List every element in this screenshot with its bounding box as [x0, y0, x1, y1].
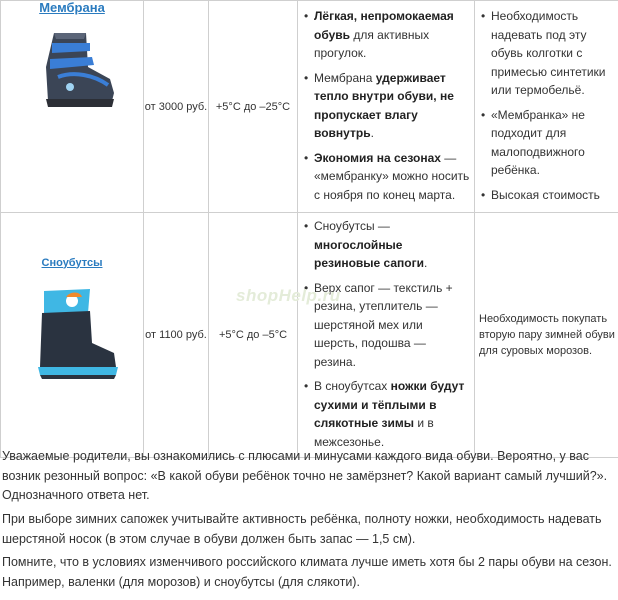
minuses-cell — [475, 1, 618, 213]
list-item: • «Мембранка» не подходит для малоподвижного ребёнка. — [479, 106, 617, 180]
pluses-cell — [298, 1, 475, 213]
price-cell: от 3000 руб. — [144, 1, 209, 213]
paragraph: При выборе зимних сапожек учитывайте активность ребёнка, полноту ножки, необходимость надевать шерстяной носок (в этом случае в обуви должен быть запас — 1,5 см). — [2, 512, 602, 546]
pluses-list — [298, 3, 474, 204]
temperature-cell: +5°С до –25°С — [209, 1, 298, 213]
list-item: • В сноубутсах ножки будут сухими и тёплыми в слякотные зимы и в межсезонье. — [302, 377, 470, 451]
minuses-cell — [475, 213, 618, 458]
list-item: • Лёгкая, непромокаемая обувь для активных прогулок. — [302, 7, 470, 63]
table-row-snowboots — [1, 213, 618, 458]
list-item: • Мембрана удерживает тепло внутри обуви, не пропускает влагу вовнутрь. — [302, 69, 470, 143]
watermark: shopHelp.ru — [236, 286, 341, 305]
list-item: • Сноубутсы — многослойные резиновые сапоги. — [302, 217, 470, 273]
membrane-link[interactable]: Мембрана — [39, 0, 105, 15]
paragraph: Уважаемые родители, вы ознакомились с плюсами и минусами каждого вида обуви. Вероятно, у вас возник резонный вопрос: «В какой обуви ребёнок точно не замёрзнет? Какой вариант самый лучший?». Однозначного ответа нет. — [2, 449, 608, 502]
temperature-cell: +5°С до –5°С — [209, 213, 298, 458]
pluses-cell — [298, 213, 475, 458]
price-cell: от 1100 руб. — [144, 213, 209, 458]
paragraph: Помните, что в условиях изменчивого российского климата лучше иметь хотя бы 2 пары обуви на сезон. Например, валенки (для морозов) и сноубутсы (для слякоти). — [2, 555, 612, 589]
snowboot-image — [1, 283, 143, 388]
list-item: • Верх сапог — текстиль + резина, утеплитель — шерстяной мех или шерсть, подошва — резина. — [302, 279, 470, 372]
list-item: • Экономия на сезонах — «мембранку» можно носить с ноября по конец марта. — [302, 149, 470, 205]
list-item: • Необходимость надевать под эту обувь колготки с примесью синтетики или термобельё. — [479, 7, 617, 100]
membrane-boot-image — [1, 27, 143, 122]
minuses-note: Необходимость покупать вторую пару зимней обуви для суровых морозов. — [479, 313, 615, 357]
pluses-list — [298, 213, 474, 451]
minuses-list — [475, 3, 618, 204]
type-cell — [1, 213, 144, 458]
list-item: • Высокая стоимость — [479, 186, 617, 205]
table-row-membrane — [1, 1, 618, 213]
type-cell — [1, 1, 144, 213]
snowboots-link[interactable]: Сноубутсы — [41, 256, 103, 269]
